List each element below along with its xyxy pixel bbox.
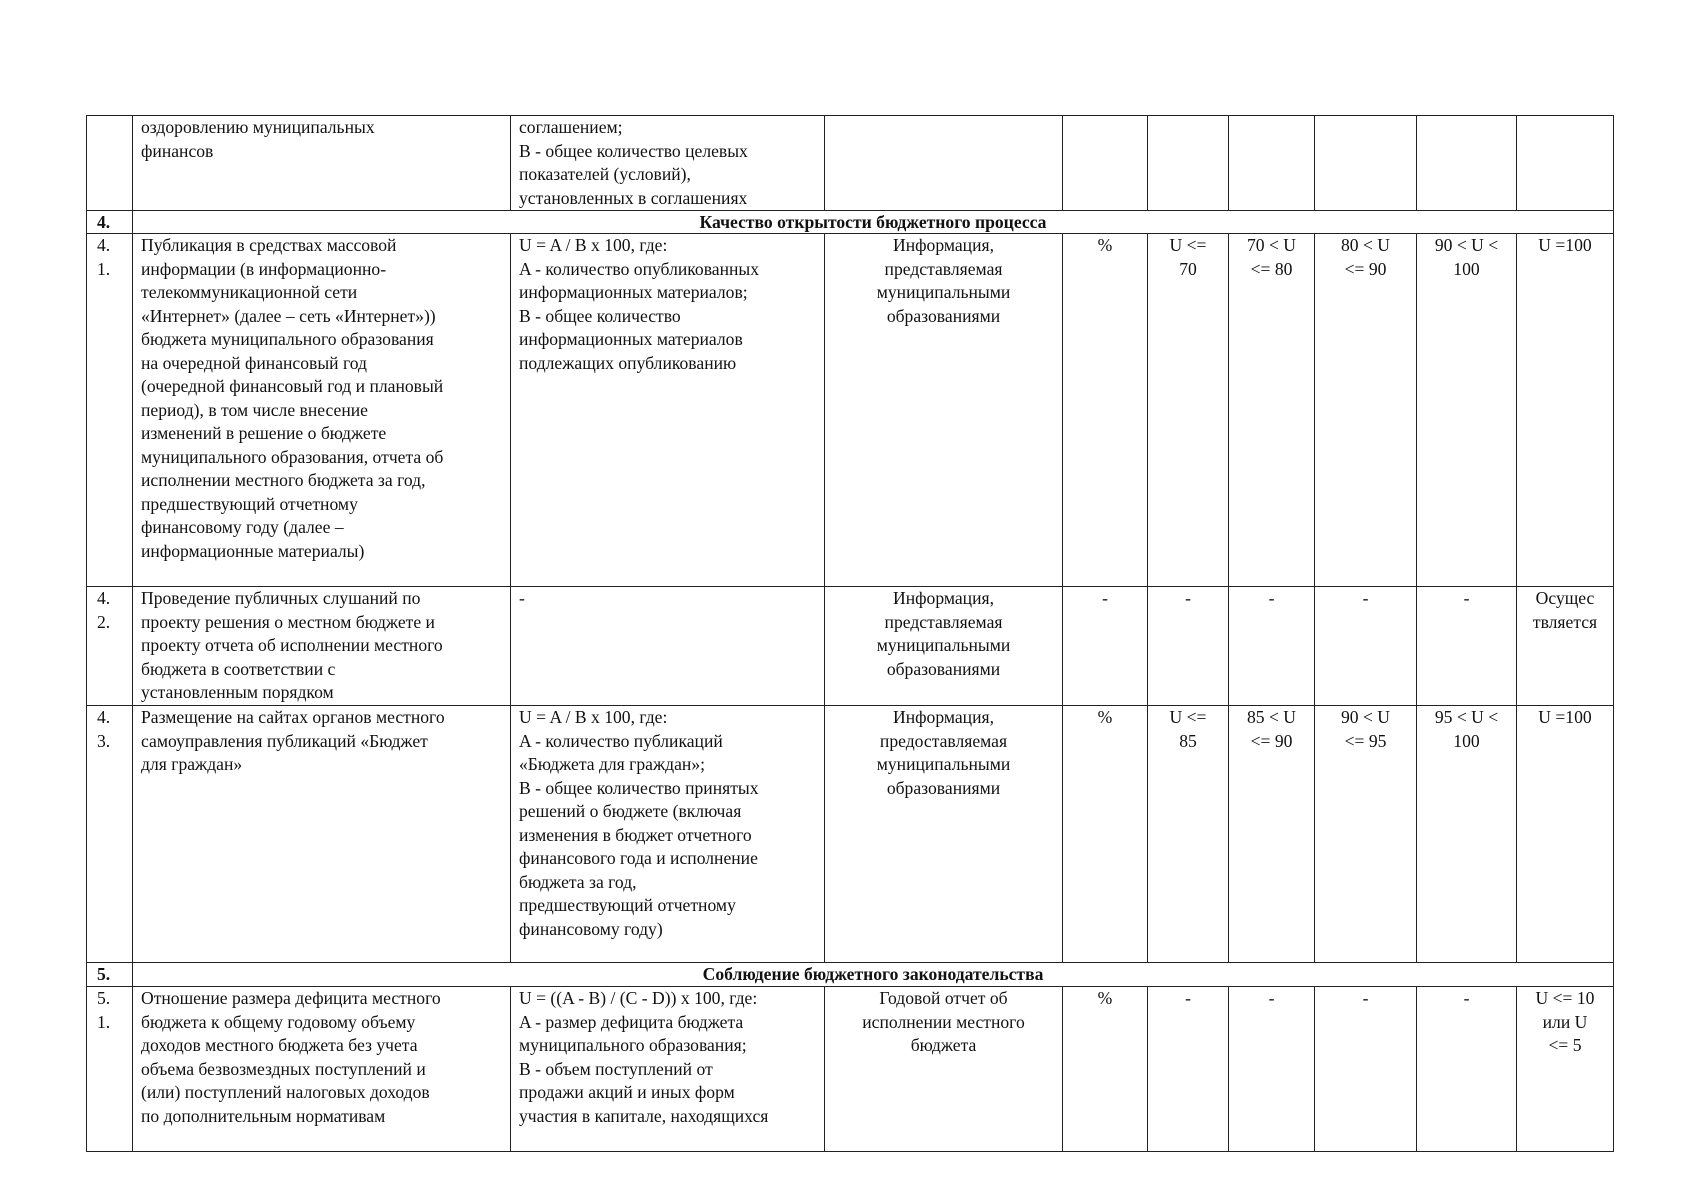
score-col-4: [1417, 116, 1517, 211]
score-col-2-line: 85 < U: [1246, 707, 1297, 727]
score-col-5-line: твляется: [1532, 611, 1598, 632]
indicator-name-line: информации (в информационно-: [141, 258, 387, 279]
score-col-5: [1517, 587, 1614, 706]
indicator-source-line: бюджета: [910, 1035, 977, 1055]
indicator-formula-line: информационных материалов;: [519, 282, 748, 302]
table-row: [87, 234, 1614, 587]
score-col-2-line: 70 < U: [1246, 235, 1297, 255]
score-col-1: [1148, 234, 1229, 587]
indicator-name-line: (очередной финансовый год и плановый: [141, 376, 444, 396]
indicator-source-line: муниципальными: [876, 754, 1011, 774]
indicator-unit: [1063, 987, 1148, 1152]
score-col-4-line: -: [1463, 988, 1470, 1008]
indicator-name-line: оздоровлению муниципальных: [141, 117, 375, 137]
indicator-number-line: 5.: [97, 988, 111, 1008]
indicator-formula-line: B - объем поступлений от: [519, 1058, 713, 1079]
section-title: Соблюдение бюджетного законодательства: [133, 963, 1614, 987]
indicator-unit: [1063, 116, 1148, 211]
indicator-formula-line: показателей (условий),: [519, 164, 691, 184]
score-col-4-line: 90 < U <: [1434, 235, 1499, 255]
indicator-formula: [511, 987, 825, 1152]
indicator-formula: [511, 587, 825, 706]
indicator-source-line: образованиями: [886, 777, 1001, 798]
indicator-formula-line: решений о бюджете (включая: [519, 801, 742, 821]
indicator-formula-line: A - количество опубликованных: [519, 258, 760, 279]
score-col-1: [1148, 116, 1229, 211]
indicator-name-line: Отношение размера дефицита местного: [141, 988, 441, 1008]
indicator-formula-line: продажи акций и иных форм: [519, 1082, 735, 1102]
indicator-number: [87, 116, 133, 211]
score-col-1: [1148, 587, 1229, 706]
score-col-3-line: <= 95: [1344, 730, 1387, 751]
indicator-formula-line: бюджета за год,: [519, 871, 637, 892]
score-col-2: [1229, 234, 1315, 587]
indicator-name: [133, 234, 511, 587]
indicator-source-line: Информация,: [893, 707, 994, 727]
indicator-source-line: представляемая: [884, 611, 1003, 632]
indicator-name-line: период), в том числе внесение: [141, 399, 368, 420]
indicator-number: [87, 587, 133, 706]
indicator-name-line: проекту отчета об исполнении местного: [141, 635, 443, 655]
indicator-source-line: Информация,: [893, 588, 994, 608]
indicator-formula-line: информационных материалов: [519, 329, 743, 349]
score-col-5: [1517, 116, 1614, 211]
indicator-number-line: 1.: [97, 1011, 111, 1032]
indicator-number-line: 4.: [97, 235, 111, 255]
table-row: [87, 987, 1614, 1152]
indicator-formula-line: изменения в бюджет отчетного: [519, 824, 752, 845]
section-number: 4.: [87, 211, 133, 234]
indicator-source-line: образованиями: [886, 305, 1001, 326]
score-col-2-line: <= 80: [1250, 258, 1293, 279]
score-col-1-line: U <=: [1169, 707, 1207, 727]
indicator-number-line: 4.: [97, 588, 111, 608]
table-row: [87, 587, 1614, 706]
indicator-name-line: объема безвозмездных поступлений и: [141, 1058, 426, 1079]
indicator-formula-line: финансового года и исполнение: [519, 848, 758, 868]
indicator-table: [86, 115, 1614, 1152]
indicator-source: [825, 587, 1063, 706]
score-col-4: [1417, 234, 1517, 587]
indicator-formula: [511, 116, 825, 211]
indicator-source-line: образованиями: [886, 658, 1001, 679]
indicator-name-line: по дополнительным нормативам: [141, 1105, 386, 1126]
indicator-formula-line: U = ((A - B) / (C - D)) х 100, где:: [519, 988, 758, 1008]
indicator-name-line: Размещение на сайтах органов местного: [141, 707, 445, 727]
indicator-name-line: информационные материалы): [141, 540, 365, 561]
score-col-4: [1417, 987, 1517, 1152]
score-col-2: [1229, 116, 1315, 211]
indicator-source: [825, 987, 1063, 1152]
score-col-4: [1417, 706, 1517, 963]
score-col-4-line: -: [1463, 588, 1470, 608]
score-col-2: [1229, 587, 1315, 706]
indicator-name-line: телекоммуникационной сети: [141, 282, 358, 302]
indicator-source: [825, 234, 1063, 587]
score-col-3: [1315, 116, 1417, 211]
score-col-1-line: -: [1185, 588, 1191, 608]
indicator-number: [87, 987, 133, 1152]
section-row: [87, 963, 1614, 987]
indicator-unit: [1063, 706, 1148, 963]
indicator-source-line: Информация,: [893, 235, 994, 255]
indicator-formula-line: «Бюджета для граждан»;: [519, 754, 706, 774]
indicator-source-line: Годовой отчет об: [879, 988, 1008, 1008]
indicator-formula-line: участия в капитале, находящихся: [519, 1105, 769, 1126]
indicator-formula-line: B - общее количество принятых: [519, 777, 759, 798]
score-col-2: [1229, 987, 1315, 1152]
score-col-1-line: -: [1185, 988, 1191, 1008]
indicator-name: [133, 587, 511, 706]
indicator-source-line: предоставляемая: [879, 730, 1008, 751]
indicator-number: [87, 706, 133, 963]
indicator-unit: [1063, 234, 1148, 587]
indicator-source: [825, 116, 1063, 211]
score-col-1: [1148, 987, 1229, 1152]
indicator-unit-line: %: [1097, 707, 1113, 727]
indicator-name-line: для граждан»: [141, 754, 243, 774]
score-col-3: [1315, 706, 1417, 963]
score-col-3: [1315, 234, 1417, 587]
indicator-number-line: 4.: [97, 707, 111, 727]
score-col-5: [1517, 987, 1614, 1152]
indicator-formula-line: предшествующий отчетному: [519, 895, 736, 915]
indicator-source-line: муниципальными: [876, 282, 1011, 302]
indicator-number: [87, 234, 133, 587]
score-col-3-line: 90 < U: [1340, 707, 1391, 727]
score-col-1-line: 70: [1179, 258, 1197, 279]
indicator-formula-line: A - количество публикаций: [519, 730, 723, 751]
score-col-2-line: -: [1268, 588, 1275, 608]
indicator-name: [133, 987, 511, 1152]
indicator-formula: [511, 706, 825, 963]
indicator-formula-line: финансовому году): [519, 918, 663, 939]
indicator-name-line: бюджета к общему годовому объему: [141, 1011, 416, 1032]
indicator-unit-line: %: [1097, 235, 1113, 255]
indicator-number-line: 1.: [97, 258, 111, 279]
score-col-4-line: 100: [1453, 258, 1480, 279]
indicator-name-line: (или) поступлений налоговых доходов: [141, 1082, 430, 1102]
table-body: [87, 116, 1614, 1152]
score-col-5-line: U <= 10: [1535, 988, 1595, 1008]
score-col-3-line: -: [1362, 588, 1369, 608]
indicator-formula-line: муниципального образования;: [519, 1035, 747, 1055]
score-col-3: [1315, 587, 1417, 706]
section-title: Качество открытости бюджетного процесса: [133, 211, 1614, 234]
score-col-1: [1148, 706, 1229, 963]
table-row: [87, 116, 1614, 211]
score-col-5-line: U =100: [1538, 235, 1592, 255]
score-col-5-line: <= 5: [1548, 1035, 1582, 1055]
indicator-name-line: самоуправления публикаций «Бюджет: [141, 730, 428, 751]
score-col-4: [1417, 587, 1517, 706]
score-col-1-line: U <=: [1169, 235, 1207, 255]
score-col-3: [1315, 987, 1417, 1152]
indicator-source-line: исполнении местного: [862, 1011, 1025, 1032]
indicator-name-line: финансовому году (далее –: [141, 517, 344, 537]
indicator-name-line: исполнении местного бюджета за год,: [141, 470, 426, 490]
indicator-source-line: представляемая: [884, 258, 1003, 279]
indicator-name-line: «Интернет» (далее – сеть «Интернет»)): [141, 305, 436, 326]
indicator-formula: [511, 234, 825, 587]
score-col-2-line: <= 90: [1250, 730, 1293, 751]
indicator-name-line: муниципального образования, отчета об: [141, 446, 444, 467]
indicator-formula-line: соглашением;: [519, 117, 623, 137]
score-col-5-line: или U: [1542, 1011, 1588, 1032]
indicator-unit: [1063, 587, 1148, 706]
indicator-unit-line: -: [1102, 588, 1108, 608]
indicator-name: [133, 116, 511, 211]
indicator-name-line: Проведение публичных слушаний по: [141, 588, 421, 608]
score-col-4-line: 100: [1453, 730, 1480, 751]
indicator-source-line: муниципальными: [876, 635, 1011, 655]
indicator-formula-line: -: [519, 588, 525, 608]
score-col-3-line: <= 90: [1344, 258, 1387, 279]
indicator-name-line: бюджета муниципального образования: [141, 329, 434, 349]
indicator-name-line: доходов местного бюджета без учета: [141, 1035, 418, 1055]
indicator-unit-line: %: [1097, 988, 1113, 1008]
indicator-formula-line: В - общее количество целевых: [519, 140, 748, 161]
indicator-name-line: изменений в решение о бюджете: [141, 423, 387, 443]
indicator-formula-line: подлежащих опубликованию: [519, 352, 737, 373]
indicator-number-line: 2.: [97, 611, 111, 632]
score-col-5: [1517, 234, 1614, 587]
score-col-5-line: U =100: [1538, 707, 1592, 727]
score-col-3-line: 80 < U: [1340, 235, 1391, 255]
indicator-name-line: предшествующий отчетному: [141, 493, 358, 514]
score-col-5: [1517, 706, 1614, 963]
indicator-name-line: на очередной финансовый год: [141, 352, 367, 373]
indicator-formula-line: установленных в соглашениях: [519, 187, 748, 208]
indicator-name: [133, 706, 511, 963]
indicator-formula-line: U = A / B х 100, где:: [519, 707, 668, 727]
indicator-formula-line: A - размер дефицита бюджета: [519, 1011, 744, 1032]
score-col-3-line: -: [1362, 988, 1369, 1008]
indicator-source: [825, 706, 1063, 963]
score-col-5-line: Осущес: [1535, 588, 1595, 608]
indicator-number-line: 3.: [97, 730, 111, 751]
indicator-formula-line: B - общее количество: [519, 305, 681, 326]
score-col-2-line: -: [1268, 988, 1275, 1008]
indicator-formula-line: U = A / B х 100, где:: [519, 235, 668, 255]
score-col-4-line: 95 < U <: [1434, 707, 1499, 727]
indicator-name-line: проекту решения о местном бюджете и: [141, 611, 435, 632]
indicator-name-line: финансов: [141, 140, 214, 161]
section-number: 5.: [87, 963, 133, 987]
table-row: [87, 706, 1614, 963]
score-col-1-line: 85: [1179, 730, 1197, 751]
indicator-name-line: Публикация в средствах массовой: [141, 235, 397, 255]
score-col-2: [1229, 706, 1315, 963]
indicator-name-line: установленным порядком: [141, 682, 334, 702]
indicator-name-line: бюджета в соответствии с: [141, 658, 336, 679]
section-row: [87, 211, 1614, 234]
